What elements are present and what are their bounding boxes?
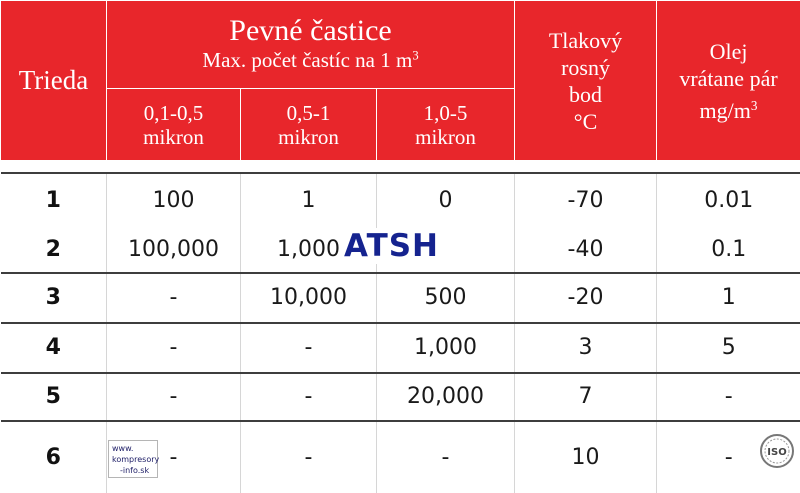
kompresory-info-logo (108, 440, 158, 478)
particles-1-0-cell: - (377, 421, 515, 493)
table-row (1, 173, 800, 227)
iso-emblem-icon (758, 432, 796, 472)
oil-line1: Olej (710, 39, 748, 64)
solid-particles-subtitle-text: Max. počet častíc na 1 m (202, 48, 412, 72)
size-range: 1,0-5 (424, 101, 468, 125)
dew-line2: rosný (561, 55, 610, 80)
particles-1-0-cell: 0 (377, 173, 515, 227)
particles-0-5-cell: 10,000 (241, 273, 377, 323)
dew-point-cell: -70 (515, 173, 657, 227)
solid-particles-subtitle (107, 48, 514, 73)
size-range: 0,1-0,5 (144, 101, 204, 125)
oil-line3: mg/m (700, 97, 751, 122)
class-cell: 2 (1, 227, 107, 273)
dew-point-cell: -40 (515, 227, 657, 273)
header-size-0-1 (107, 89, 241, 161)
size-unit: mikron (278, 125, 339, 149)
header-size-0-5 (241, 89, 377, 161)
particles-0-1-cell: - (107, 273, 241, 323)
oil-cell: - (657, 421, 800, 493)
particles-0-5-cell: - (241, 373, 377, 421)
particles-0-5-cell: - (241, 421, 377, 493)
class-cell: 5 (1, 373, 107, 421)
oil-cell: 0.1 (657, 227, 800, 273)
particles-0-1-cell: - (107, 323, 241, 373)
particles-0-1-cell: - (107, 421, 241, 493)
class-cell: 1 (1, 173, 107, 227)
dew-point-cell: -20 (515, 273, 657, 323)
iso-logo (758, 432, 796, 486)
particles-0-1-cell: 100,000 (107, 227, 241, 273)
class-cell: 4 (1, 323, 107, 373)
header-gap (1, 161, 800, 173)
size-unit: mikron (415, 125, 476, 149)
oil-m3-superscript: 3 (751, 98, 758, 113)
dew-point-cell: 10 (515, 421, 657, 493)
kompresory-line1: www. (112, 444, 133, 453)
size-range: 0,5-1 (287, 101, 331, 125)
class-cell: 6 (1, 421, 107, 493)
header-size-1-0 (377, 89, 515, 161)
m3-superscript: 3 (412, 48, 418, 62)
solid-particles-title: Pevné častice (107, 16, 514, 46)
oil-cell: 5 (657, 323, 800, 373)
iso-caption (758, 477, 796, 482)
particles-0-5-cell: 1,000 (241, 227, 377, 273)
table-row (1, 323, 800, 373)
table-row (1, 373, 800, 421)
oil-line2: vrátane pár (679, 66, 777, 91)
table-row (1, 273, 800, 323)
particles-1-0-cell: 20,000 (377, 373, 515, 421)
kompresory-line2: kompresory (112, 455, 159, 464)
oil-cell: 0.01 (657, 173, 800, 227)
header-solid-particles (107, 1, 515, 89)
class-cell: 3 (1, 273, 107, 323)
dew-line4: °C (574, 109, 597, 134)
dew-point-cell: 7 (515, 373, 657, 421)
dew-line3: bod (569, 82, 602, 107)
dew-point-cell: 3 (515, 323, 657, 373)
particles-0-1-cell: 100 (107, 173, 241, 227)
oil-cell: 1 (657, 273, 800, 323)
particles-1-0-cell: 1,000 (377, 323, 515, 373)
size-unit: mikron (143, 125, 204, 149)
oil-cell: - (657, 373, 800, 421)
particles-0-5-cell: 1 (241, 173, 377, 227)
particles-0-5-cell: - (241, 323, 377, 373)
header-dew-point (515, 1, 657, 161)
iso-text: ISO (767, 447, 786, 458)
particles-0-1-cell: - (107, 373, 241, 421)
atsh-logo: ATSH (342, 228, 460, 264)
dew-line1: Tlakový (549, 28, 622, 53)
kompresory-line3: -info.sk (112, 466, 149, 475)
particles-1-0-cell: 500 (377, 273, 515, 323)
header-oil (657, 1, 800, 161)
header-trieda: Trieda (1, 1, 107, 161)
